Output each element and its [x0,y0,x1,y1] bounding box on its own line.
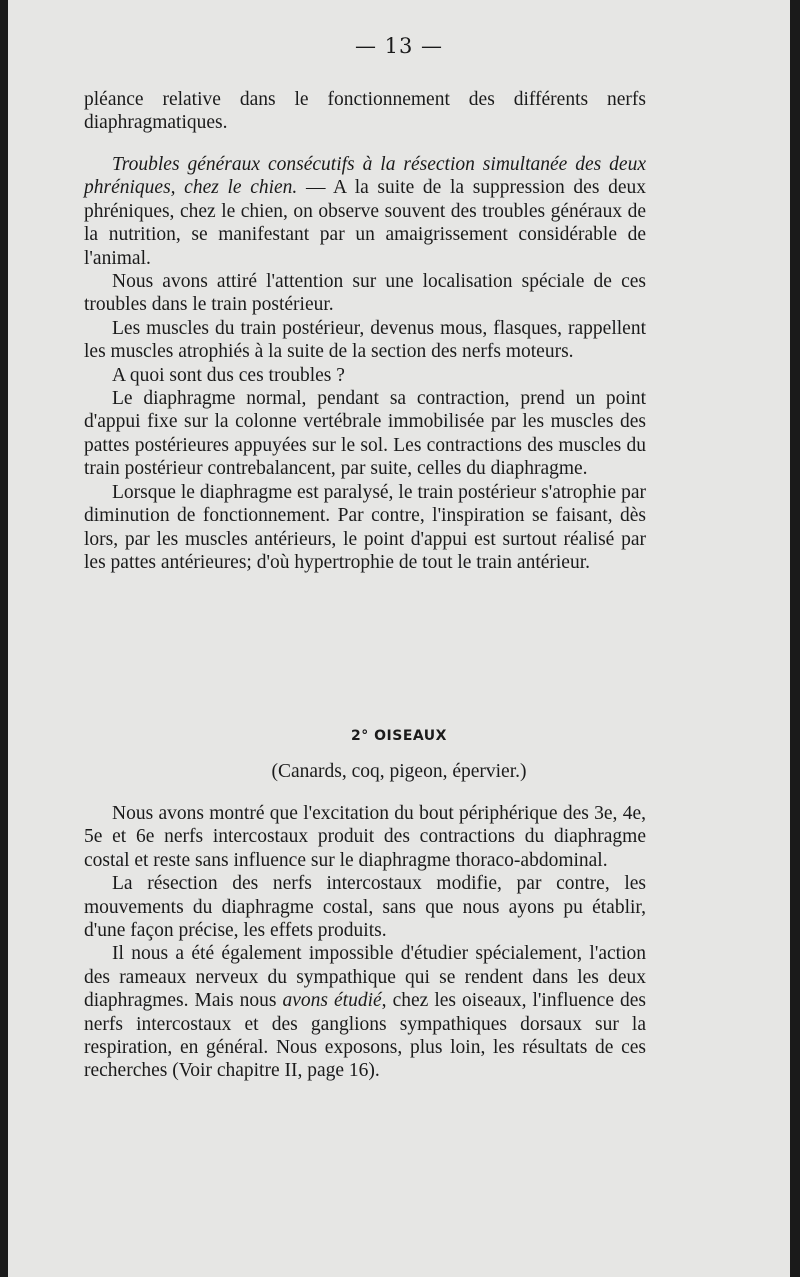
heading-dash: — [297,177,334,199]
paragraph: Les muscles du train postérieur, devenus mous, flasques, rappellent les muscles atrophiés à la suite de la section des nerfs moteurs. [84,317,646,363]
paragraph: A quoi sont dus ces troubles ? [112,364,345,386]
paragraph: Lorsque le diaphragme est paralysé, le train postérieur s'atrophie par diminution de fonctionnement. Par contre, l'inspiration se faisant, dès lors, par les muscles antérieurs, le point d'appui est surtout réalisé par les pattes antérieures; d'où hypertrophie de tout le train antérieur. [84,481,646,573]
last-paragraph-italic: avons étudié [282,990,382,1012]
section-chien-first-paragraph [84,153,646,270]
paragraph: Nous avons attiré l'attention sur une localisation spéciale de ces troubles dans le train postérieur. [84,271,646,316]
paragraph: La résection des nerfs intercostaux modifie, par contre, les mouvements du diaphragme costal, sans que nous ayons pu établir, d'une façon précise, les effets produits. [84,873,646,942]
section-oiseaux-subtitle: (Canards, coq, pigeon, épervier.) [271,761,527,782]
last-paragraph-end: , chez les oiseaux, l'influence des nerfs intercostaux et des ganglions sympathiques dorsaux sur la respiration, en général. Nous exposons, plus loin, les résultats de ces recherches (Voir chapitre II, page 16). [84,990,647,1082]
paragraph: Le diaphragme normal, pendant sa contraction, prend un point d'appui fixe sur la colonne vertébrale immobilisée par les muscles des pattes postérieures appuyées sur le sol. Les contractions des muscles du train postérieur contrebalancent, par suite, celles du diaphragme. [84,388,646,480]
section-chien-heading: Troubles généraux consécutifs à la résection simultanée des deux phréniques, chez le chien. [84,154,646,199]
section-chien [84,153,646,574]
last-paragraph [84,942,646,1082]
intro-text: pléance relative dans le fonctionnement des différents nerfs diaphragmatiques. [84,89,646,134]
first-paragraph-text: A la suite de la suppression des deux phréniques, chez le chien, on observe souvent des troubles généraux de la nutrition, se manifestant par un amaigrissement considérable de l'animal. [84,177,646,269]
page-number: — 13 — [354,34,444,58]
document-page [8,0,790,1277]
intro-paragraph [84,88,646,135]
paragraph: Nous avons montré que l'excitation du bout périphérique des 3e, 4e, 5e et 6e nerfs intercostaux produit des contractions du diaphragme costal et reste sans influence sur le diaphragme thoraco-abdominal. [84,803,646,871]
section-oiseaux-title: 2° OISEAUX [351,728,447,744]
last-paragraph-start: Il nous a été également impossible d'étudier spécialement, l'action des rameaux nerveux du sympathique qui se rendent dans les deux diaphragmes. Mais nous [84,943,646,1012]
section-oiseaux [84,802,646,1083]
